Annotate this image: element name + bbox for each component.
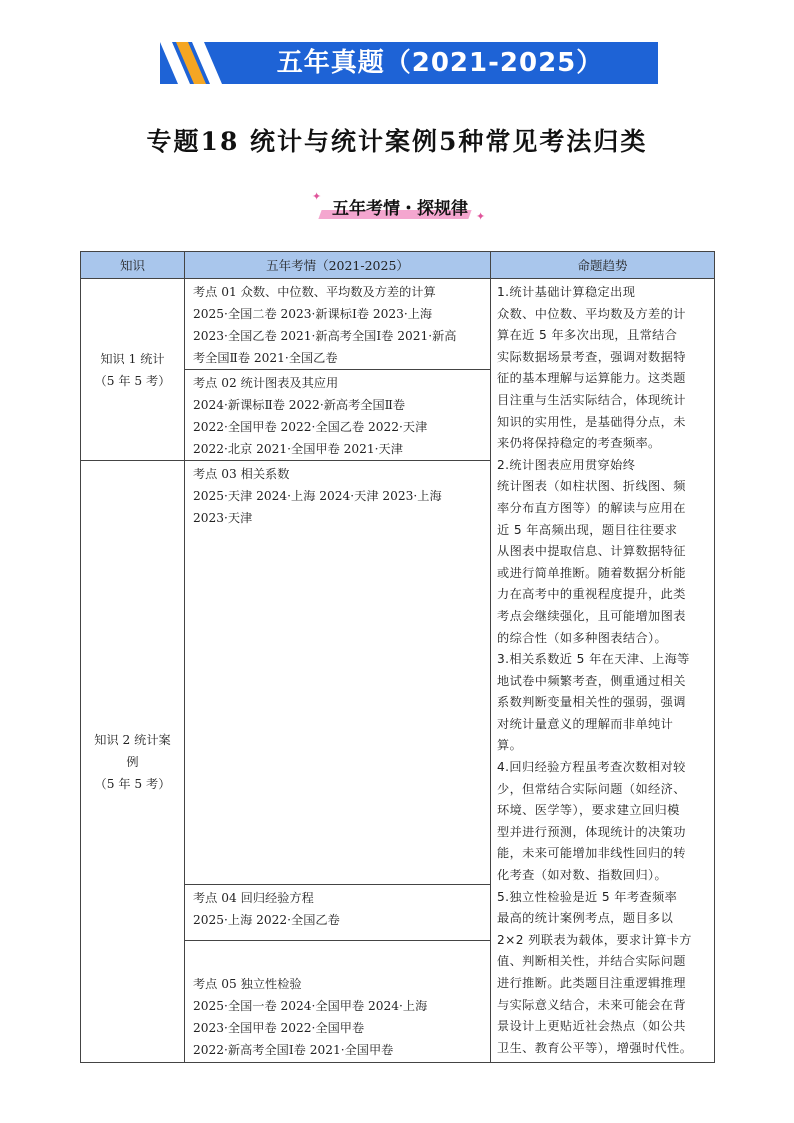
page-title: 专题18 统计与统计案例5种常见考法归类 <box>146 127 648 156</box>
point-source: 2025·上海 2022·全国乙卷 <box>193 913 340 928</box>
trend-line: 地试卷中频繁考查，侧重通过相关 <box>497 673 686 688</box>
trend-line: 来仍将保持稳定的考查频率。 <box>497 436 661 451</box>
header-trend: 命题趋势 <box>491 252 715 279</box>
knowledge-name: 例 <box>126 754 139 769</box>
trend-line: 化考查（如对数、指数回归）。 <box>497 868 668 883</box>
exam-point-cell <box>185 370 491 461</box>
trend-line: 知识的实用性，是基础得分点，未 <box>497 414 686 429</box>
trend-line: 对统计量意义的理解而非单纯计 <box>497 716 674 731</box>
trend-line: 2×2 列联表为载体，要求计算卡方 <box>497 932 692 947</box>
knowledge-count: （5 年 5 考） <box>94 776 171 791</box>
point-source: 2025·天津 2024·上海 2024·天津 2023·上海 <box>193 489 442 503</box>
trend-line: 卫生、教育公平等），增强时代性。 <box>497 1040 693 1055</box>
subheading-text: 五年考情・探规律 <box>332 199 468 219</box>
trend-line: 3.相关系数近 5 年在天津、上海等 <box>497 652 690 667</box>
point-source: 2022·全国甲卷 2022·全国乙卷 2022·天津 <box>193 420 428 434</box>
trend-line: 或进行简单推断。随着数据分析能 <box>497 565 686 580</box>
trend-line: 值、判断相关性，并结合实际问题 <box>497 954 686 969</box>
point-source: 考全国Ⅱ卷 2021·全国乙卷 <box>193 351 338 365</box>
trend-line: 统计图表（如柱状图、折线图、频 <box>497 479 686 494</box>
header-knowledge: 知识 <box>81 252 185 279</box>
table-row <box>81 279 715 370</box>
trend-line: 实际数据场景考查，强调对数据特 <box>497 349 686 364</box>
exam-point-cell <box>185 461 491 885</box>
knowledge-name: 知识 2 统计案 <box>94 732 171 747</box>
title-banner <box>160 42 658 84</box>
trend-line: 力在高考中的重视程度提升，此类 <box>497 587 686 602</box>
trend-line: 型并进行预测，体现统计的决策功 <box>497 824 686 839</box>
point-source: 2024·新课标Ⅱ卷 2022·新高考全国Ⅱ卷 <box>193 398 406 412</box>
header-five-year: 五年考情（2021-2025） <box>185 252 491 279</box>
trend-line: 2.统计图表应用贯穿始终 <box>497 457 636 472</box>
point-source: 2025·全国一卷 2024·全国甲卷 2024·上海 <box>193 998 428 1013</box>
point-source: 2022·新高考全国Ⅰ卷 2021·全国甲卷 <box>193 1042 394 1057</box>
trend-line: 率分布直方图等）的解读与应用在 <box>497 500 686 515</box>
trend-line: 算。 <box>497 738 523 753</box>
exam-point-cell <box>185 941 491 1063</box>
trend-line: 系数判断变量相关性的强弱，强调 <box>497 695 686 710</box>
trend-line: 与实际意义结合，未来可能会在背 <box>497 997 686 1012</box>
knowledge-count: （5 年 5 考） <box>94 373 171 388</box>
trend-line: 进行推断。此类题目注重逻辑推理 <box>497 976 686 990</box>
trend-line: 算在近 5 年多次出现，且常结合 <box>497 328 678 343</box>
point-source: 2025·全国二卷 2023·新课标Ⅰ卷 2023·上海 <box>193 307 433 321</box>
table-header-row <box>81 252 715 279</box>
point-title: 考点 04 回归经验方程 <box>193 891 314 906</box>
banner-title: 五年真题（2021-2025） <box>276 48 604 78</box>
knowledge-cell <box>81 461 185 1063</box>
point-title: 考点 03 相关系数 <box>193 467 290 481</box>
exam-summary-table <box>80 251 715 1063</box>
point-source: 2023·全国甲卷 2022·全国甲卷 <box>193 1020 365 1035</box>
trend-line: 5.独立性检验是近 5 年考查频率 <box>497 889 678 904</box>
knowledge-name: 知识 1 统计 <box>100 351 165 366</box>
trend-line: 景设计上更贴近社会热点（如公共 <box>497 1019 686 1034</box>
sparkle-icon: ✦ <box>476 210 486 223</box>
trend-line: 征的基本理解与运算能力。这类题 <box>497 371 686 386</box>
exam-point-cell <box>185 885 491 941</box>
trend-line: 1.统计基础计算稳定出现 <box>497 285 636 299</box>
trend-line: 4.回归经验方程虽考查次数相对较 <box>497 760 686 775</box>
point-title: 考点 02 统计图表及其应用 <box>193 376 339 390</box>
point-source: 2023·天津 <box>193 511 253 525</box>
point-title: 考点 05 独立性检验 <box>193 976 302 991</box>
sparkle-icon: ✦ <box>312 190 322 203</box>
trend-line: 的综合性（如多种图表结合）。 <box>497 630 668 645</box>
point-source: 2022·北京 2021·全国甲卷 2021·天津 <box>193 442 403 456</box>
trend-line: 最高的统计案例考点，题目多以 <box>497 911 674 926</box>
trend-line: 从图表中提取信息、计算数据特征 <box>497 544 686 559</box>
trend-cell <box>491 279 715 1063</box>
stripe-decoration <box>160 42 240 84</box>
exam-point-cell <box>185 279 491 370</box>
point-source: 2023·全国乙卷 2021·新高考全国Ⅰ卷 2021·新高 <box>193 329 457 343</box>
trend-line: 目注重与生活实际结合，体现统计 <box>497 392 686 407</box>
trend-line: 少，但常结合实际问题（如经济、 <box>497 781 686 796</box>
knowledge-cell <box>81 279 185 461</box>
trend-line: 近 5 年高频出现，题目往往要求 <box>497 522 678 537</box>
trend-line: 众数、中位数、平均数及方差的计 <box>497 306 686 321</box>
point-title: 考点 01 众数、中位数、平均数及方差的计算 <box>193 285 436 299</box>
trend-line: 考点会继续强化，且可能增加图表 <box>497 608 686 623</box>
trend-line: 能，未来可能增加非线性回归的转 <box>497 846 686 861</box>
section-subheading <box>312 190 488 224</box>
trend-line: 环境、医学等），要求建立回归模 <box>497 803 680 818</box>
